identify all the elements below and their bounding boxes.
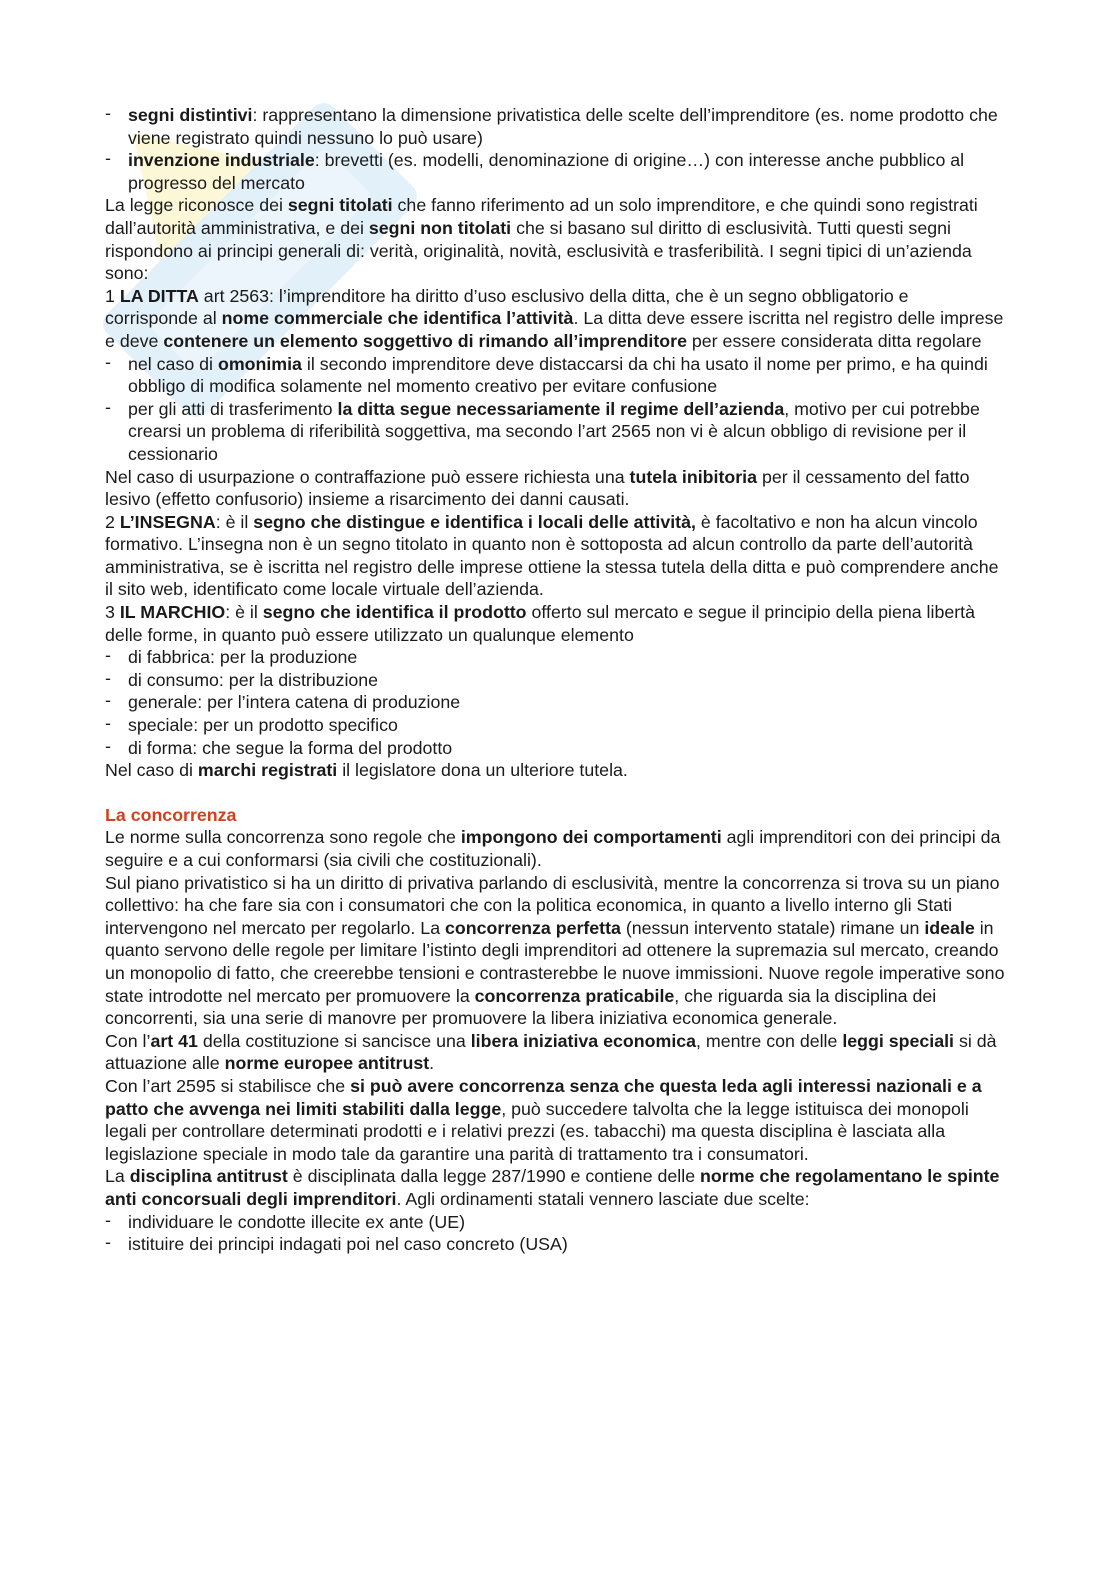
paragraph-marchio: 3 IL MARCHIO: è il segno che identifica il prodotto offerto sul mercato e segue il principio della piena libertà delle forme, in quanto può essere utilizzato un qualunque elemento bbox=[105, 602, 975, 645]
list-item-scelta-usa: - istituire dei principi indagati poi nel caso concreto (USA) bbox=[105, 1233, 1005, 1256]
paragraph-piano-privatistico: Sul piano privatistico si ha un diritto di privativa parlando di esclusività, mentre la concorrenza si trova su un piano collettivo: ha che fare sia con i consumatori che con la politica economica, in quanto a livello interno gli Stati intervengono nel mercato per regolarlo. La concorrenza perfetta (nessun intervento statale) rimane un ideale in quanto servono delle regole per limitare l’istinto degli imprenditori ad ottenere la supremazia sul mercato, creando un monopolio di fatto, che creerebbe tensioni e contrasterebbe le nuove immissioni. Nuove regole imperative sono state introdotte nel mercato per promuovere la concorrenza praticabile, che riguarda sia la disciplina dei concorrenti, sia una serie di manovre per promuovere la libera iniziativa economica generale. bbox=[105, 872, 1005, 1029]
paragraph-art-41: Con l’art 41 della costituzione si sancisce una libera iniziativa economica, mentre con delle leggi speciali si dà attuazione alle norme europee antitrust. bbox=[105, 1030, 997, 1074]
paragraph-marchi-registrati: Nel caso di marchi registrati il legislatore dona un ulteriore tutela. bbox=[105, 760, 628, 781]
list-item-segni-distintivi: - segni distintivi: rappresentano la dimensione privatistica delle scelte dell’imprenditore (es. nome prodotto che viene registrato quindi nessuno lo può usare) bbox=[105, 104, 1005, 149]
document-page bbox=[105, 104, 1005, 1256]
list-item-marchio-speciale: - speciale: per un prodotto specifico bbox=[105, 714, 1005, 737]
paragraph-insegna: 2 L’INSEGNA: è il segno che distingue e identifica i locali delle attività, è facoltativo e non ha alcun vincolo formativo. L’insegna non è un segno titolato in quanto non è sottoposta ad alcun controllo da parte dell’autorità amministrativa, se è iscritta nel registro delle imprese ottiene la stessa tutela della ditta e può comprendere anche il sito web, identificato come locale virtuale dell’azienda. bbox=[105, 511, 999, 600]
list-item-invenzione-industriale: - invenzione industriale: brevetti (es. modelli, denominazione di origine…) con interesse anche pubblico al progresso del mercato bbox=[105, 149, 1005, 194]
paragraph-la-ditta: 1 LA DITTA art 2563: l’imprenditore ha diritto d’uso esclusivo della ditta, che è un segno obbligatorio e corrisponde al nome commerciale che identifica l’attività. La ditta deve essere iscritta nel registro delle imprese e deve contenere un elemento soggettivo di rimando all’imprenditore per essere considerata ditta regolare bbox=[105, 285, 1004, 351]
list-item-marchio-consumo: - di consumo: per la distribuzione bbox=[105, 669, 1005, 692]
paragraph-antitrust: La disciplina antitrust è disciplinata dalla legge 287/1990 e contiene delle norme che regolamentano le spinte anti concorsuali degli imprenditori. Agli ordinamenti statali vennero lasciate due scelte: bbox=[105, 1166, 1000, 1209]
paragraph-usurpazione: Nel caso di usurpazione o contraffazione può essere richiesta una tutela inibitoria per il cessamento del fatto lesivo (effetto confusorio) insieme a risarcimento dei danni causati. bbox=[105, 466, 970, 510]
list-item-scelta-ue: - individuare le condotte illecite ex ante (UE) bbox=[105, 1211, 1005, 1234]
list-item-marchio-forma: - di forma: che segue la forma del prodotto bbox=[105, 737, 1005, 760]
list-item-marchio-generale: - generale: per l’intera catena di produzione bbox=[105, 691, 1005, 714]
paragraph-art-2595: Con l’art 2595 si stabilisce che si può avere concorrenza senza che questa leda agli interessi nazionali e a patto che avvenga nei limiti stabiliti dalla legge, può succedere talvolta che la legge istituisca dei monopoli legali per controllare determinati prodotti e i relativi prezzi (es. tabacchi) ma questa disciplina è lasciata alla legislazione speciale in modo tale da garantire una parità di trattamento tra i consumatori. bbox=[105, 1075, 982, 1164]
section-spacer bbox=[105, 782, 1005, 804]
paragraph-segni-titolati: La legge riconosce dei segni titolati che fanno riferimento ad un solo imprenditore, e che quindi sono registrati dall’autorità amministrativa, e dei segni non titolati che si basano sul diritto di esclusività. Tutti questi segni rispondono ai principi generali di: verità, originalità, novità, esclusività e trasferibilità. I segni tipici di un’azienda sono: bbox=[105, 195, 978, 284]
list-item-omonimia: - nel caso di omonimia il secondo imprenditore deve distaccarsi da chi ha usato il nome per primo, e ha quindi obbligo di modifica solamente nel momento creativo per evitare confusione bbox=[105, 353, 1005, 398]
paragraph-norme-concorrenza: Le norme sulla concorrenza sono regole che impongono dei comportamenti agli imprenditori con dei principi da seguire e a cui conformarsi (sia civili che costituzionali). bbox=[105, 827, 1001, 870]
section-heading: La concorrenza bbox=[105, 804, 237, 825]
list-item-marchio-fabbrica: - di fabbrica: per la produzione bbox=[105, 646, 1005, 669]
list-item-trasferimento: - per gli atti di trasferimento la ditta segue necessariamente il regime dell’azienda, motivo per cui potrebbe crearsi un problema di riferibilità soggettiva, ma secondo l’art 2565 non vi è alcun obbligo di revisione per il cessionario bbox=[105, 398, 1005, 466]
